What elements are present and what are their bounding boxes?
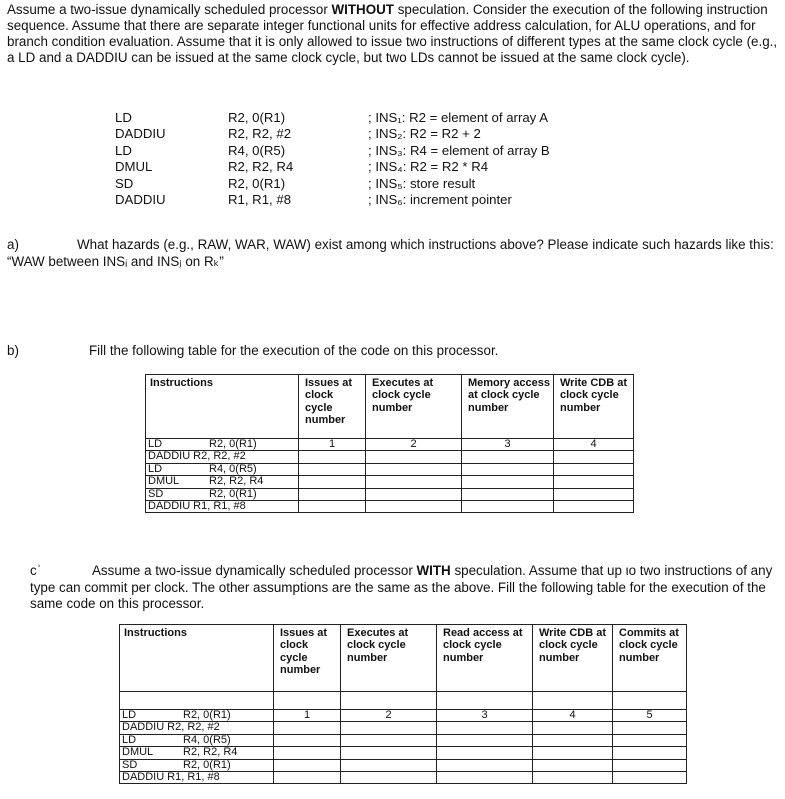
issue-cell[interactable] bbox=[274, 722, 341, 734]
table-row bbox=[146, 439, 634, 451]
execute-cell[interactable] bbox=[366, 501, 462, 513]
write-cdb-cell[interactable] bbox=[533, 759, 613, 771]
instruction-op: SD bbox=[148, 487, 164, 500]
part-b-text: Fill the following table for the execution of the code on this processor. bbox=[89, 343, 499, 358]
code-args: R2, R2, R4 bbox=[228, 159, 294, 175]
instruction-args: R2, R2, R4 bbox=[183, 746, 238, 759]
header-spacer-row bbox=[120, 692, 687, 710]
table-row bbox=[146, 488, 634, 500]
table-row bbox=[120, 747, 687, 759]
column-header: Instructions bbox=[120, 625, 274, 692]
instruction-op: SD bbox=[122, 758, 138, 771]
memory-cell[interactable] bbox=[462, 463, 554, 475]
code-op: SD bbox=[115, 175, 134, 191]
execute-cell[interactable] bbox=[366, 476, 462, 488]
execute-cell[interactable] bbox=[341, 772, 437, 784]
memory-cell[interactable] bbox=[462, 488, 554, 500]
instruction-cell bbox=[120, 772, 274, 784]
memory-cell[interactable] bbox=[462, 476, 554, 488]
write-cdb-cell[interactable]: 4 bbox=[554, 439, 634, 451]
table-header-row bbox=[146, 375, 634, 439]
problem-intro bbox=[7, 2, 779, 66]
commit-cell[interactable] bbox=[613, 772, 687, 784]
column-header: Read access at clock cycle number bbox=[437, 625, 533, 692]
commit-cell[interactable] bbox=[613, 722, 687, 734]
code-args: R4, 0(R5) bbox=[228, 142, 286, 158]
instruction-op: LD bbox=[122, 709, 137, 721]
code-comment: ; INS₁: R2 = element of array A bbox=[368, 110, 548, 125]
code-args: R2, 0(R1) bbox=[228, 110, 286, 125]
commit-cell[interactable] bbox=[613, 747, 687, 759]
read-access-cell[interactable] bbox=[437, 722, 533, 734]
instruction-cell bbox=[146, 439, 299, 451]
instruction-cell bbox=[146, 476, 299, 488]
code-comment: ; INS₃: R4 = element of array B bbox=[368, 142, 550, 158]
memory-cell[interactable] bbox=[462, 501, 554, 513]
issue-cell[interactable] bbox=[274, 759, 341, 771]
write-cdb-cell[interactable] bbox=[533, 772, 613, 784]
write-cdb-cell[interactable] bbox=[533, 747, 613, 759]
instruction-op: LD bbox=[122, 733, 137, 746]
table-row bbox=[146, 451, 634, 463]
column-header: Executes at clock cycle number bbox=[366, 375, 462, 439]
instruction-op: LD bbox=[148, 438, 163, 450]
intro-paragraph bbox=[7, 2, 779, 66]
commit-cell[interactable] bbox=[613, 734, 687, 746]
instruction-op: DADDIU bbox=[122, 771, 165, 784]
instruction-args: R2, R2, R4 bbox=[209, 475, 264, 488]
part-b-label: b) bbox=[7, 343, 19, 358]
part-c-text-end: speculation. Assume that up ιo two instructions of any type can commit per clock. The other assumptions are the same as the above. Fill the following table for the execution of the same code on this processor. bbox=[30, 563, 773, 611]
part-a-question bbox=[7, 236, 777, 270]
code-op: DADDIU bbox=[115, 191, 166, 207]
write-cdb-cell[interactable] bbox=[533, 734, 613, 746]
column-header: Commits at clock cycle number bbox=[613, 625, 687, 692]
issue-cell[interactable] bbox=[299, 476, 366, 488]
code-comment: ; INS₄: R2 = R2 * R4 bbox=[368, 159, 489, 175]
instruction-args: R1, R1, #8 bbox=[167, 771, 220, 784]
instruction-op: DADDIU bbox=[148, 500, 191, 513]
column-header: Instructions bbox=[146, 375, 299, 439]
instruction-cell bbox=[146, 501, 299, 513]
instruction-cell bbox=[120, 734, 274, 746]
read-access-cell[interactable]: 3 bbox=[437, 710, 533, 722]
execute-cell[interactable]: 2 bbox=[341, 710, 437, 722]
execute-cell[interactable] bbox=[341, 759, 437, 771]
issue-cell[interactable]: 1 bbox=[299, 439, 366, 451]
read-access-cell[interactable] bbox=[437, 734, 533, 746]
write-cdb-cell[interactable] bbox=[533, 722, 613, 734]
issue-cell[interactable] bbox=[299, 501, 366, 513]
table-row bbox=[120, 710, 687, 722]
code-args: R2, 0(R1) bbox=[228, 175, 286, 191]
instruction-op: LD bbox=[148, 462, 163, 475]
write-cdb-cell[interactable]: 4 bbox=[533, 710, 613, 722]
instruction-args: R1, R1, #8 bbox=[193, 500, 246, 513]
write-cdb-cell[interactable] bbox=[554, 476, 634, 488]
code-op: DADDIU bbox=[115, 126, 166, 142]
code-op: DMUL bbox=[115, 159, 153, 175]
column-header: Write CDB at clock cycle number bbox=[554, 375, 634, 439]
column-header: Write CDB at clock cycle number bbox=[533, 625, 613, 692]
instruction-args: R2, 0(R1) bbox=[183, 758, 231, 771]
code-op: LD bbox=[115, 142, 132, 158]
commit-cell[interactable]: 5 bbox=[613, 710, 687, 722]
part-a-text: What hazards (e.g., RAW, WAR, WAW) exist among which instructions above? Please indicate such hazards like this: “WAW between INSᵢ and INSⱼ on Rₖ” bbox=[7, 237, 774, 269]
read-access-cell[interactable] bbox=[437, 759, 533, 771]
table-row bbox=[146, 501, 634, 513]
table-row bbox=[120, 759, 687, 771]
instruction-args: R2, 0(R1) bbox=[209, 487, 257, 500]
issue-cell[interactable]: 1 bbox=[274, 710, 341, 722]
table-header-row bbox=[120, 625, 687, 692]
instruction-cell bbox=[146, 451, 299, 463]
execute-cell[interactable] bbox=[341, 747, 437, 759]
issue-cell[interactable] bbox=[299, 463, 366, 475]
memory-cell[interactable]: 3 bbox=[462, 439, 554, 451]
read-access-cell[interactable] bbox=[437, 772, 533, 784]
execute-cell[interactable] bbox=[366, 451, 462, 463]
instruction-args: R4, 0(R5) bbox=[183, 733, 231, 746]
read-access-cell[interactable] bbox=[437, 747, 533, 759]
code-args: R2, R2, #2 bbox=[228, 126, 292, 142]
instruction-cell bbox=[120, 722, 274, 734]
part-c-label: cʾ bbox=[30, 563, 42, 578]
code-op: LD bbox=[115, 110, 132, 125]
instruction-args: R2, R2, #2 bbox=[167, 721, 220, 734]
intro-text-end: speculation. Consider the execution of the following instruction sequence. Assume that there are separate integer functional units for effective address calculation, for ALU operations, and for branch condition evaluation. Assume that it is only allowed to issue two instructions of different types at the same clock cycle (e.g., a LD and a DADDIU can be issued at the same clock cycle, but two LDs cannot be issued at the same clock cycle). bbox=[7, 2, 778, 65]
part-b-question bbox=[7, 343, 498, 358]
code-comment: ; INS₆: increment pointer bbox=[368, 191, 512, 207]
table-row bbox=[120, 772, 687, 784]
part-c-emphasis: WITH bbox=[416, 563, 451, 578]
table-row bbox=[120, 722, 687, 734]
intro-emphasis: WITHOUT bbox=[331, 2, 394, 17]
write-cdb-cell[interactable] bbox=[554, 501, 634, 513]
instruction-cell bbox=[120, 759, 274, 771]
memory-cell[interactable] bbox=[462, 451, 554, 463]
instruction-cell bbox=[120, 710, 274, 722]
part-c-text-start: Assume a two-issue dynamically scheduled processor bbox=[92, 563, 417, 578]
instruction-cell bbox=[146, 488, 299, 500]
instruction-op: DADDIU bbox=[148, 450, 191, 463]
write-cdb-cell[interactable] bbox=[554, 451, 634, 463]
column-header: Issues at clock cycle number bbox=[299, 375, 366, 439]
table-row bbox=[146, 476, 634, 488]
column-header: Memory access at clock cycle number bbox=[462, 375, 554, 439]
instruction-op: DMUL bbox=[148, 475, 180, 488]
instruction-args: R2, 0(R1) bbox=[183, 709, 231, 721]
issue-cell[interactable] bbox=[274, 772, 341, 784]
code-comment: ; INS₂: R2 = R2 + 2 bbox=[368, 126, 481, 142]
instruction-args: R4, 0(R5) bbox=[209, 462, 257, 475]
instruction-cell bbox=[120, 747, 274, 759]
instruction-args: R2, 0(R1) bbox=[209, 438, 257, 450]
part-a-label: a) bbox=[7, 237, 19, 252]
column-header: Issues at clock cycle number bbox=[274, 625, 341, 692]
issue-cell[interactable] bbox=[299, 451, 366, 463]
write-cdb-cell[interactable] bbox=[554, 463, 634, 475]
execution-table-with-speculation bbox=[119, 624, 687, 784]
execute-cell[interactable]: 2 bbox=[366, 439, 462, 451]
code-comment: ; INS₅: store result bbox=[368, 175, 476, 191]
instruction-op: DMUL bbox=[122, 746, 154, 759]
execute-cell[interactable] bbox=[366, 488, 462, 500]
table-row bbox=[120, 734, 687, 746]
table-row bbox=[146, 463, 634, 475]
issue-cell[interactable] bbox=[274, 747, 341, 759]
execute-cell[interactable] bbox=[341, 734, 437, 746]
instruction-op: DADDIU bbox=[122, 721, 165, 734]
execute-cell[interactable] bbox=[341, 722, 437, 734]
commit-cell[interactable] bbox=[613, 759, 687, 771]
column-header: Executes at clock cycle number bbox=[341, 625, 437, 692]
intro-text-start: Assume a two-issue dynamically scheduled processor bbox=[7, 2, 332, 17]
issue-cell[interactable] bbox=[299, 488, 366, 500]
execute-cell[interactable] bbox=[366, 463, 462, 475]
part-c-question bbox=[30, 563, 780, 613]
execution-table-no-speculation bbox=[145, 374, 634, 513]
write-cdb-cell[interactable] bbox=[554, 488, 634, 500]
instruction-args: R2, R2, #2 bbox=[193, 450, 246, 463]
issue-cell[interactable] bbox=[274, 734, 341, 746]
code-args: R1, R1, #8 bbox=[228, 191, 292, 207]
instruction-cell bbox=[146, 463, 299, 475]
